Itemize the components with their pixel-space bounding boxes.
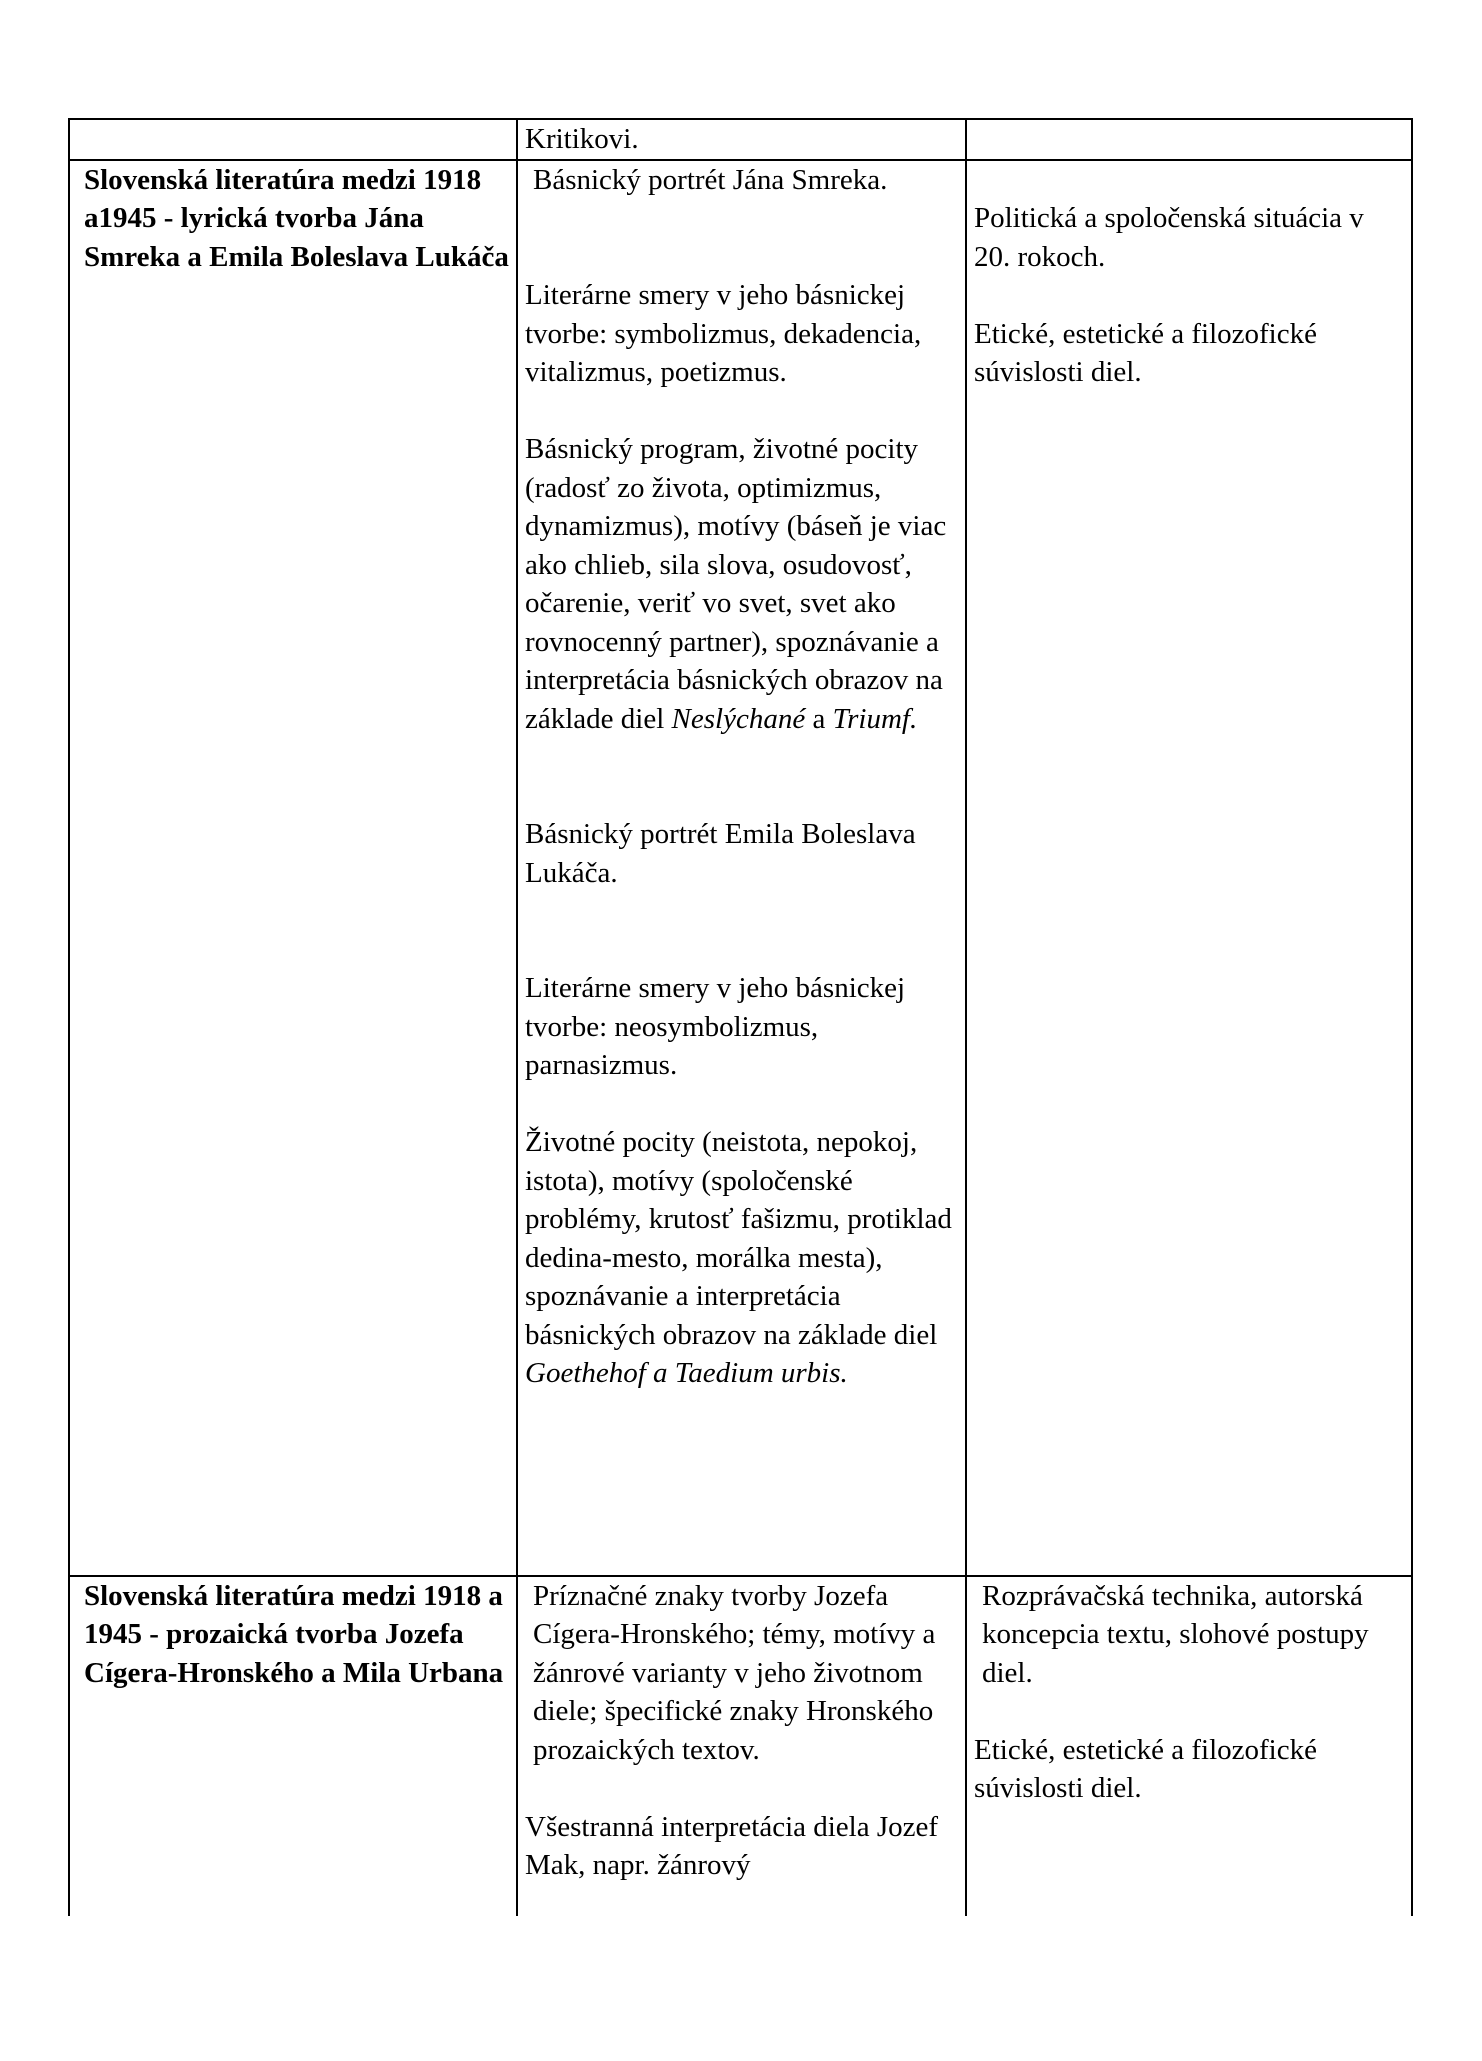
notes-paragraph: Rozprávačská technika, autorská koncepcia textu, slohové postupy diel. <box>982 1579 1369 1689</box>
content-paragraph: Básnický portrét Emila Boleslava Lukáča. <box>525 818 916 889</box>
notes-paragraph: Politická a spoločenská situácia v 20. rokoch. <box>974 202 1364 273</box>
content-paragraph: Literárne smery v jeho básnickej tvorbe: neosymbolizmus, parnasizmus. <box>525 972 906 1081</box>
topic-title: Slovenská literatúra medzi 1918 a 1945 - prozaická tvorba Jozefa Cígera-Hronského a Mila Urbana <box>84 1579 504 1689</box>
notes-cell <box>966 160 1412 1576</box>
content-text: Kritikovi. <box>525 123 639 155</box>
notes-cell <box>966 119 1412 160</box>
content-paragraph: Všestranná interpretácia diela Jozef Mak, napr. žánrový <box>525 1810 939 1881</box>
content-cell <box>517 119 966 160</box>
content-cell <box>517 1576 966 1916</box>
notes-cell <box>966 1576 1412 1916</box>
work-title: Neslýchané <box>671 702 806 735</box>
content-cell <box>517 160 966 1576</box>
topic-cell <box>69 119 517 160</box>
table-row <box>69 1576 1412 1916</box>
content-paragraph: Príznačné znaky tvorby Jozefa Cígera-Hronského; témy, motívy a žánrové varianty v jeho životnom diele; špecifické znaky Hronského prozaických textov. <box>533 1579 936 1766</box>
notes-paragraph: Etické, estetické a filozofické súvislosti diel. <box>974 1733 1317 1804</box>
content-paragraph: Životné pocity (neistota, nepokoj, istota), motívy (spoločenské problémy, krutosť fašizmu, protiklad dedina-mesto, morálka mesta), spoznávanie a interpretácia básnických obrazov na základe diel Goethehof a Taedium urbis. <box>525 1126 952 1389</box>
topic-title: Slovenská literatúra medzi 1918 a1945 - lyrická tvorba Jána Smreka a Emila Boleslava Lukáča <box>84 163 509 273</box>
content-paragraph: Básnický portrét Jána Smreka. <box>533 163 888 196</box>
topic-cell <box>69 160 517 1576</box>
curriculum-table <box>68 118 1413 1916</box>
table-row <box>69 119 1412 160</box>
topic-cell <box>69 1576 517 1916</box>
table-row <box>69 160 1412 1576</box>
content-paragraph: Básnický program, životné pocity (radosť zo života, optimizmus, dynamizmus), motívy (báseň je viac ako chlieb, sila slova, osudovosť, očarenie, veriť vo svet, svet ako rovnocenný partner), spoznávanie a interpretácia básnických obrazov na základe diel Neslýchané a Triumf. <box>525 433 947 735</box>
notes-paragraph: Etické, estetické a filozofické súvislosti diel. <box>974 317 1317 388</box>
work-title: Triumf. <box>832 702 918 735</box>
work-title: Goethehof a Taedium urbis. <box>525 1357 848 1389</box>
content-paragraph: Literárne smery v jeho básnickej tvorbe: symbolizmus, dekadencia, vitalizmus, poetizmus. <box>525 279 922 388</box>
